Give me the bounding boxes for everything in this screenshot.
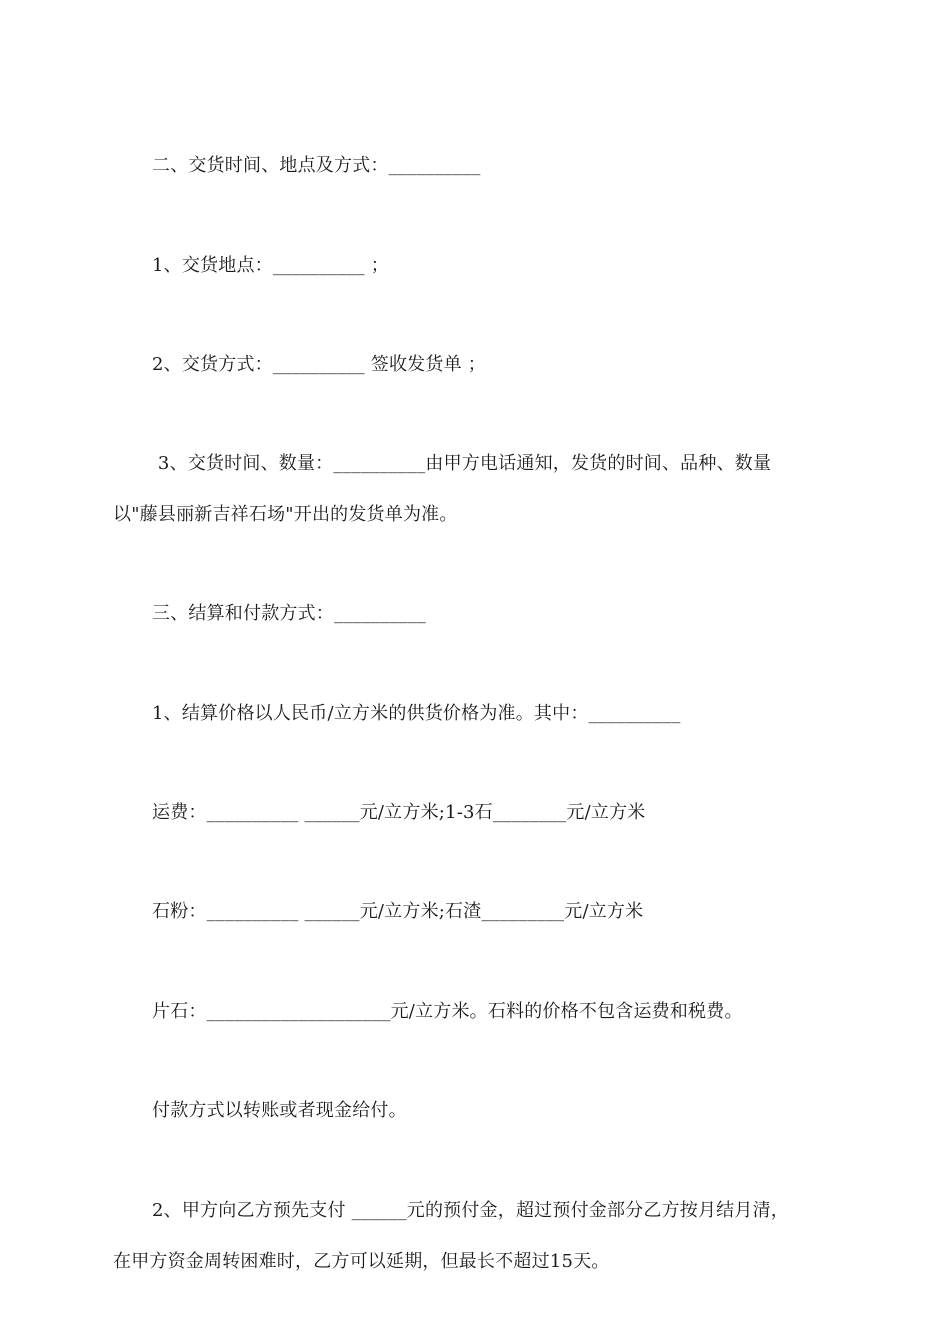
settlement-price-line: 1、结算价格以人民币/立方米的供货价格为准。其中：__________: [152, 703, 681, 724]
stone-powder-price-line: 石粉：__________ ______元/立方米;石渣_________元/立方米: [152, 901, 644, 922]
section-3-heading: 三、结算和付款方式：__________: [152, 603, 426, 624]
prepayment-line: 2、甲方向乙方预先支付 ______元的预付金，超过预付金部分乙方按月结月清，: [152, 1200, 789, 1221]
delivery-time-line: 3、交货时间、数量：__________由甲方电话通知，发货的时间、品种、数量: [152, 453, 772, 474]
flagstone-price-line: 片石：____________________元/立方米。石料的价格不包含运费和税费。: [152, 1001, 743, 1022]
section-2-heading: 二、交货时间、地点及方式：__________: [152, 155, 481, 176]
delivery-time-line-cont: 以"藤县丽新吉祥石场"开出的发货单为准。: [113, 504, 458, 525]
delivery-location-line: 1、交货地点：__________ ；: [152, 255, 389, 276]
payment-method-line: 付款方式以转账或者现金给付。: [152, 1100, 407, 1121]
freight-price-line: 运费：__________ ______元/立方米;1-3石________元/立方米: [152, 802, 646, 823]
prepayment-line-cont: 在甲方资金周转困难时，乙方可以延期，但最长不超过15天。: [113, 1251, 610, 1272]
delivery-method-line: 2、交货方式：__________ 签收发货单 ；: [152, 354, 486, 375]
